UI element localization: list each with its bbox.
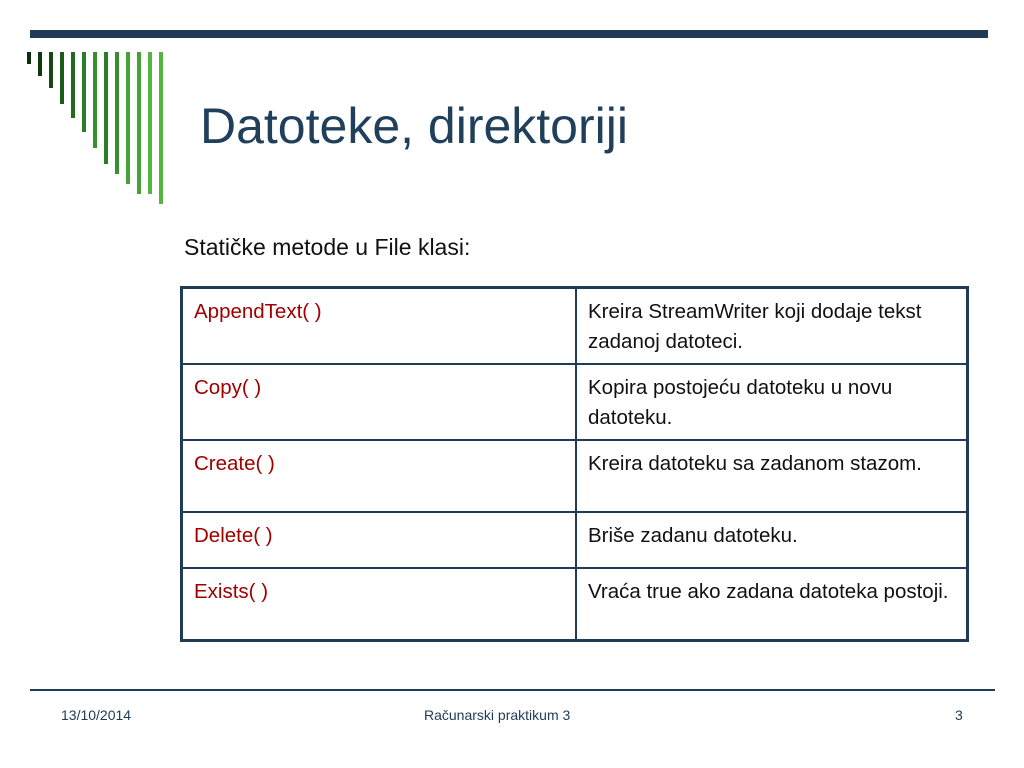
method-description: Briše zadanu datoteku. xyxy=(576,512,968,568)
stripe-3 xyxy=(49,52,53,88)
methods-table xyxy=(180,286,969,642)
table-row xyxy=(182,364,968,440)
table-row xyxy=(182,512,968,568)
slide-title: Datoteke, direktoriji xyxy=(200,98,628,154)
method-name: Delete( ) xyxy=(182,512,577,568)
method-name: Copy( ) xyxy=(182,364,577,440)
stripe-9 xyxy=(115,52,119,174)
stripe-2 xyxy=(38,52,42,76)
method-description: Kreira datoteku sa zadanom stazom. xyxy=(576,440,968,512)
stripe-7 xyxy=(93,52,97,148)
method-name: Exists( ) xyxy=(182,568,577,641)
table-row xyxy=(182,568,968,641)
stripe-13 xyxy=(159,52,163,204)
stripe-11 xyxy=(137,52,141,194)
stripe-5 xyxy=(71,52,75,118)
method-name: Create( ) xyxy=(182,440,577,512)
bottom-rule xyxy=(30,689,995,691)
stripe-10 xyxy=(126,52,130,184)
stripe-4 xyxy=(60,52,64,104)
method-name: AppendText( ) xyxy=(182,288,577,365)
footer-date: 13/10/2014 xyxy=(61,707,132,723)
footer-course-title: Računarski praktikum 3 xyxy=(424,707,571,723)
stripe-1 xyxy=(27,52,31,64)
stripe-6 xyxy=(82,52,86,132)
method-description: Kreira StreamWriter koji dodaje tekst zadanoj datoteci. xyxy=(576,288,968,365)
stripe-12 xyxy=(148,52,152,194)
decorative-stripes xyxy=(0,0,180,220)
table-row xyxy=(182,440,968,512)
table-row xyxy=(182,288,968,365)
method-description: Vraća true ako zadana datoteka postoji. xyxy=(576,568,968,641)
footer-page-number: 3 xyxy=(955,707,963,723)
method-description: Kopira postojeću datoteku u novu datoteku. xyxy=(576,364,968,440)
slide-subtitle: Statičke metode u File klasi: xyxy=(184,234,471,260)
stripe-8 xyxy=(104,52,108,164)
